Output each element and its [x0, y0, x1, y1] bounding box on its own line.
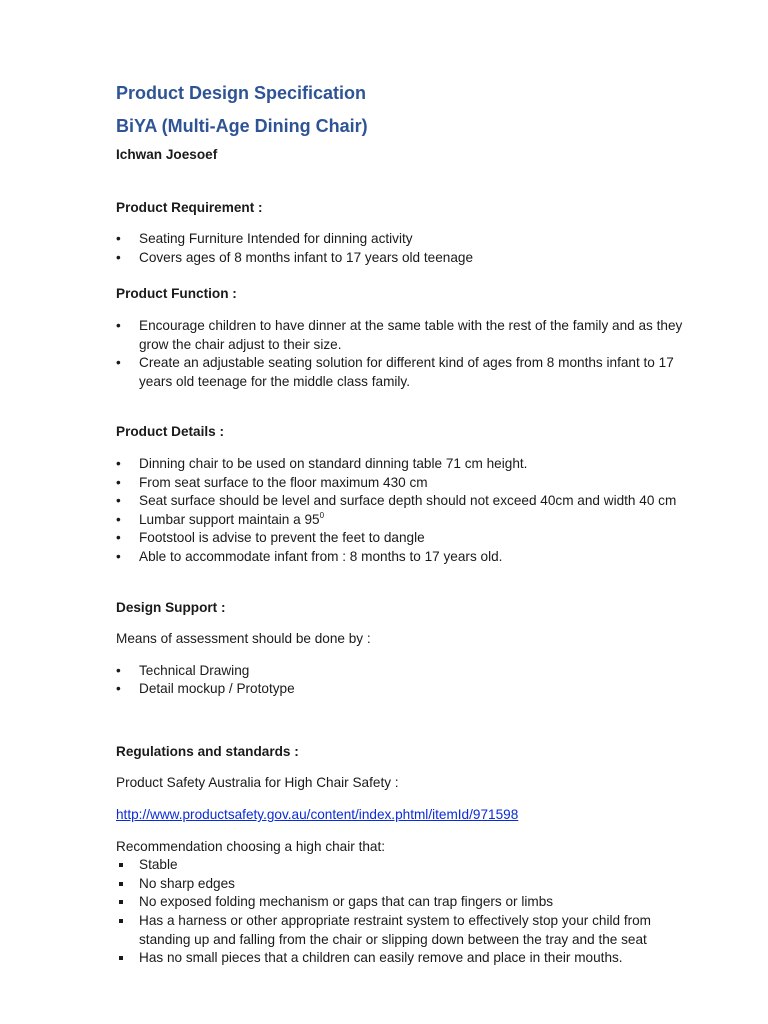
list-item: • Covers ages of 8 months infant to 17 years old teenage: [116, 249, 696, 268]
list-item: No exposed folding mechanism or gaps that can trap fingers or limbs: [116, 893, 696, 912]
list-item: • Technical Drawing: [116, 662, 696, 681]
document-title: Product Design Specification: [116, 83, 367, 103]
list-item: • Dinning chair to be used on standard dinning table 71 cm height.: [116, 455, 696, 474]
section-design-support: [116, 599, 696, 699]
section-heading: Regulations and standards :: [116, 743, 299, 759]
document-subtitle: BiYA (Multi-Age Dining Chair): [116, 116, 368, 136]
function-list: [116, 317, 696, 391]
list-item: No sharp edges: [116, 875, 696, 894]
section-heading: Product Function :: [116, 286, 237, 302]
list-item: • Seating Furniture Intended for dinning activity: [116, 230, 696, 249]
list-item: • From seat surface to the floor maximum 430 cm: [116, 474, 696, 493]
list-item-lumbar: [116, 511, 696, 530]
lumbar-text: Lumbar support maintain a 95: [139, 511, 320, 527]
section-heading: Product Details :: [116, 424, 225, 440]
link-paragraph: [116, 806, 696, 825]
section-heading: Product Requirement :: [116, 199, 263, 215]
list-item: • Detail mockup / Prototype: [116, 680, 696, 699]
list-item: • Seat surface should be level and surface depth should not exceed 40cm and width 40 cm: [116, 492, 696, 511]
support-intro: Means of assessment should be done by :: [116, 631, 371, 647]
list-item: Stable: [116, 856, 696, 875]
recommendation-list: [116, 856, 696, 968]
author-name: Ichwan Joesoef: [116, 147, 218, 162]
product-safety-link[interactable]: http://www.productsafety.gov.au/content/index.phtml/itemId/971598: [116, 807, 519, 823]
list-item: Has no small pieces that a children can easily remove and place in their mouths.: [116, 949, 696, 968]
list-item: • Footstool is advise to prevent the feet to dangle: [116, 529, 696, 548]
section-regulations: [116, 743, 696, 968]
regulations-intro: Product Safety Australia for High Chair Safety :: [116, 775, 399, 791]
document-page: [116, 80, 696, 968]
list-item: • Able to accommodate infant from : 8 months to 17 years old.: [116, 548, 696, 567]
section-product-function: [116, 285, 696, 391]
support-list: [116, 662, 696, 699]
section-product-details: [116, 423, 696, 566]
recommendation-intro: Recommendation choosing a high chair that:: [116, 838, 386, 854]
details-list: [116, 455, 696, 567]
requirement-list: [116, 230, 696, 267]
list-item: Has a harness or other appropriate restraint system to effectively stop your child from standing up and falling from the chair or slipping down between the tray and the seat: [116, 912, 696, 949]
section-product-requirement: [116, 199, 696, 268]
degree-superscript: 0: [319, 510, 325, 520]
list-item: • Create an adjustable seating solution for different kind of ages from 8 months infant to 17 years old teenage for the middle class family.: [116, 354, 696, 391]
list-item: • Encourage children to have dinner at the same table with the rest of the family and as they grow the chair adjust to their size.: [116, 317, 696, 354]
section-heading: Design Support :: [116, 599, 226, 615]
